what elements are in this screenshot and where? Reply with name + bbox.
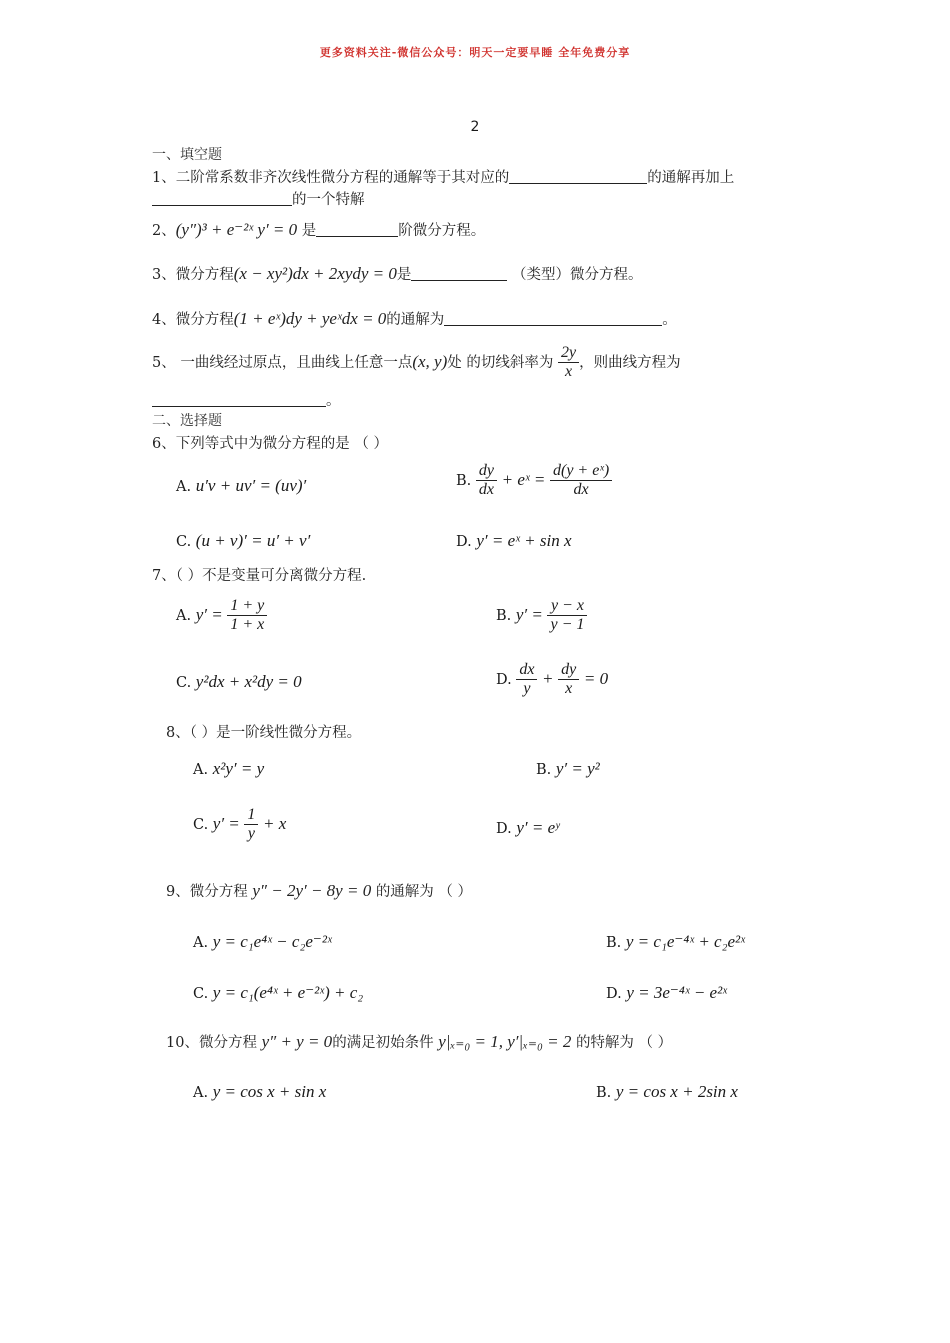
q9-option-c xyxy=(193,983,363,1003)
q5-point: (x, y) xyxy=(412,351,448,371)
q10-stem-c: 的特解为 （ ） xyxy=(575,1035,673,1051)
q9-option-b xyxy=(606,932,745,952)
q8-c-rhs: + x xyxy=(263,813,287,833)
q6-option-b xyxy=(456,462,612,500)
q3-label: 3、微分方程 xyxy=(152,267,234,283)
q10-option-a xyxy=(193,1082,326,1102)
question-5 xyxy=(152,344,681,382)
q9-a-label: A. xyxy=(193,935,209,951)
q8-c-num: 1 xyxy=(244,806,258,825)
q7-d-num1: dx xyxy=(516,661,537,680)
question-1 xyxy=(152,166,734,187)
q6-a-label: A. xyxy=(176,479,192,495)
q5-text-b: 处 的切线斜率为 xyxy=(447,354,554,371)
q7-d-label: D. xyxy=(496,671,512,688)
q9-a-math: y = c₁e⁴ˣ − c₂e⁻²ˣ xyxy=(212,932,332,951)
q7-b-num: y − x xyxy=(547,597,587,616)
q7-d-plus: + xyxy=(542,668,554,688)
q9-d-label: D. xyxy=(606,986,622,1002)
q10-b-math: y = cos x + 2sin x xyxy=(615,1082,738,1101)
q8-b-math: y′ = y² xyxy=(555,759,600,778)
q6-option-a xyxy=(176,476,306,496)
q7-a-lhs: y′ = xyxy=(195,604,223,624)
q8-option-b xyxy=(536,759,600,779)
q7-d-rhs: = 0 xyxy=(583,668,609,688)
q2-tail: 阶微分方程。 xyxy=(398,223,486,239)
q3-blank xyxy=(411,266,507,281)
q6-d-math: y′ = eˣ + sin x xyxy=(476,531,572,550)
q9-c-label: C. xyxy=(193,986,209,1002)
q10-stem-a: 10、微分方程 xyxy=(166,1035,257,1051)
q8-option-a xyxy=(193,759,264,779)
q6-b-frac1 xyxy=(476,462,497,500)
question-10 xyxy=(166,1031,672,1052)
question-6-stem: 6、下列等式中为微分方程的是 （ ） xyxy=(152,436,388,452)
q6-b-mid: + eˣ = xyxy=(501,469,546,489)
q1-blank-1 xyxy=(509,169,647,184)
q6-b-den2: dx xyxy=(573,481,589,499)
q9-stem-a: 9、微分方程 xyxy=(166,884,248,900)
q8-d-label: D. xyxy=(496,821,512,837)
q7-option-b xyxy=(496,597,587,635)
q10-equation: y″ + y = 0 xyxy=(261,1032,333,1051)
q9-option-d xyxy=(606,983,727,1003)
q1-text-c: 的一个特解 xyxy=(292,192,365,208)
q9-option-a xyxy=(193,932,332,952)
q2-blank xyxy=(316,222,398,237)
question-3 xyxy=(152,263,643,284)
q1-text-a: 1、二阶常系数非齐次线性微分方程的通解等于其对应的 xyxy=(152,170,510,186)
question-5-line2 xyxy=(152,389,341,410)
q4-label: 4、微分方程 xyxy=(152,312,234,328)
q7-d-den2: x xyxy=(565,680,573,698)
q2-equation: (y″)³ + e⁻²ˣ y′ = 0 xyxy=(175,220,298,239)
q6-c-math: (u + v)′ = u′ + v′ xyxy=(195,531,311,550)
q3-tail: （类型）微分方程。 xyxy=(512,267,643,283)
q8-c-frac xyxy=(244,806,258,844)
q7-b-label: B. xyxy=(496,607,512,624)
q8-d-math: y′ = eʸ xyxy=(516,818,560,837)
q2-mid: 是 xyxy=(301,223,317,239)
q7-d-frac2 xyxy=(558,661,579,699)
q6-a-math: u′v + uv′ = (uv)′ xyxy=(195,476,307,495)
q6-c-label: C. xyxy=(176,534,192,550)
header-banner: 更多资料关注-微信公众号：明天一定要早睡 全年免费分享 xyxy=(319,46,631,59)
section-title-multiple-choice: 二、选择题 xyxy=(152,413,222,429)
q10-option-b xyxy=(596,1082,738,1102)
q1-blank-2 xyxy=(152,191,292,206)
question-8-stem: 8、（ ）是一阶线性微分方程。 xyxy=(166,725,362,741)
q6-option-d xyxy=(456,531,572,551)
q10-a-math: y = cos x + sin x xyxy=(212,1082,327,1101)
q5-slope-fraction xyxy=(558,344,579,382)
q8-option-c xyxy=(193,806,286,844)
q9-stem-b: 的通解为 （ ） xyxy=(375,884,473,900)
q6-b-den1: dx xyxy=(478,481,494,499)
q7-c-label: C. xyxy=(176,675,192,691)
q7-a-frac xyxy=(227,597,267,635)
q4-equation: (1 + eˣ)dy + yeˣdx = 0 xyxy=(233,309,387,328)
q10-b-label: B. xyxy=(596,1085,612,1101)
q7-option-c xyxy=(176,672,302,692)
q8-a-label: A. xyxy=(193,762,209,778)
section-title-fill-in: 一、填空题 xyxy=(152,147,222,163)
q6-option-c xyxy=(176,531,310,551)
question-9 xyxy=(166,880,472,901)
q8-option-d xyxy=(496,818,559,838)
question-2 xyxy=(152,219,485,240)
q5-end: 。 xyxy=(326,393,341,409)
q5-frac-den: x xyxy=(564,363,573,381)
q2-label: 2、 xyxy=(152,223,176,239)
q7-a-label: A. xyxy=(176,607,192,624)
q6-b-num2: d(y + eˣ) xyxy=(550,462,612,481)
q8-c-lhs: y′ = xyxy=(212,813,240,833)
q8-b-label: B. xyxy=(536,762,552,778)
q10-condition: y|ₓ₌₀ = 1, y′|ₓ₌₀ = 2 xyxy=(438,1032,572,1051)
q1-text-b: 的通解再加上 xyxy=(647,170,735,186)
q9-equation: y″ − 2y′ − 8y = 0 xyxy=(252,881,372,900)
q7-option-a xyxy=(176,597,267,635)
q9-d-math: y = 3e⁻⁴ˣ − e²ˣ xyxy=(626,983,727,1002)
q6-d-label: D. xyxy=(456,534,472,550)
q7-a-num: 1 + y xyxy=(227,597,267,616)
q5-frac-num: 2y xyxy=(558,344,579,363)
q8-c-label: C. xyxy=(193,816,209,833)
q6-b-frac2 xyxy=(550,462,612,500)
q5-text-c: ，则曲线方程为 xyxy=(579,354,681,371)
q5-blank xyxy=(152,392,326,407)
question-7-stem: 7、（ ）不是变量可分离微分方程. xyxy=(152,568,367,584)
q8-a-math: x²y′ = y xyxy=(212,759,265,778)
q10-a-label: A. xyxy=(193,1085,209,1101)
q3-equation: (x − xy²)dx + 2xydy = 0 xyxy=(233,264,397,283)
q6-b-label: B. xyxy=(456,472,472,489)
q5-text-a: 5、 一曲线经过原点，且曲线上任意一点 xyxy=(152,354,413,371)
question-1-line2 xyxy=(152,188,365,209)
q6-b-num1: dy xyxy=(476,462,497,481)
q4-end: 。 xyxy=(662,312,677,328)
q7-d-num2: dy xyxy=(558,661,579,680)
q9-b-label: B. xyxy=(606,935,622,951)
q3-mid: 是 xyxy=(396,267,412,283)
q9-c-math: y = c₁(e⁴ˣ + e⁻²ˣ) + c₂ xyxy=(212,983,364,1002)
page-number: 2 xyxy=(470,119,480,135)
q7-a-den: 1 + x xyxy=(230,616,265,634)
q7-b-frac xyxy=(547,597,587,635)
q7-c-math: y²dx + x²dy = 0 xyxy=(195,672,302,691)
q7-d-den1: y xyxy=(523,680,531,698)
q9-b-math: y = c₁e⁻⁴ˣ + c₂e²ˣ xyxy=(625,932,745,951)
q8-c-den: y xyxy=(247,825,255,843)
q7-option-d xyxy=(496,661,608,699)
question-4 xyxy=(152,308,677,329)
q10-stem-b: 的满足初始条件 xyxy=(332,1035,434,1051)
q7-b-den: y − 1 xyxy=(550,616,585,634)
q4-blank xyxy=(444,311,662,326)
q4-tail: 的通解为 xyxy=(386,312,445,328)
q7-d-frac1 xyxy=(516,661,537,699)
q7-b-lhs: y′ = xyxy=(515,604,543,624)
